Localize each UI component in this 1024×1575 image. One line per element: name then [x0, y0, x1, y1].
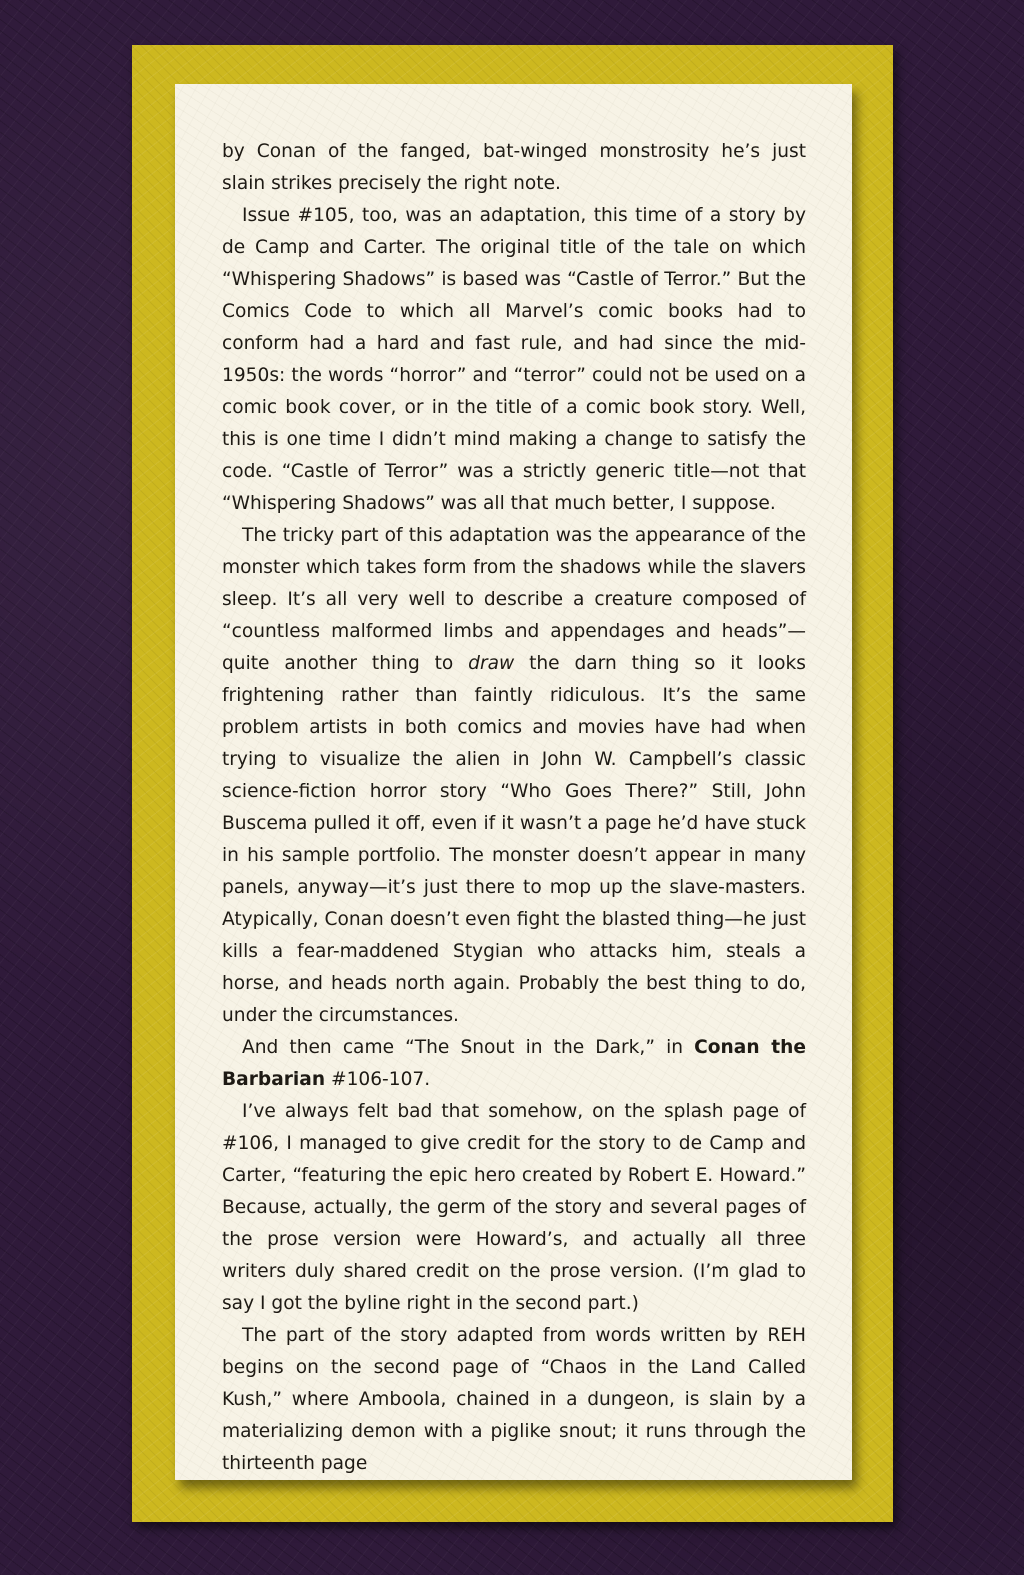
paragraph-4-part-a: And then came “The Snout in the Dark,” in: [242, 1037, 695, 1058]
comic-title: Conan the Barbarian: [222, 1037, 806, 1090]
article-text: [222, 136, 806, 1480]
paragraph-3: [222, 520, 806, 1032]
paragraph-4-part-b: #106-107.: [325, 1069, 431, 1090]
paragraph-6: The part of the story adapted from words written by REH begins on the second page of “Chaos in the Land Called Kush,” where Amboola, chained in a dungeon, is slain by a materializing demon with a piglike snout; it runs through the thirteenth page: [222, 1325, 806, 1474]
paragraph-4: [222, 1032, 806, 1096]
paper-page: [175, 84, 852, 1480]
paragraph-2: Issue #105, too, was an adaptation, this time of a story by de Camp and Carter. The original title of the tale on which “Whispering Shadows” is based was “Castle of Terror.” But the Comics Code to which all Marvel’s comic books had to conform had a hard and fast rule, and had since the mid-1950s: the words “horror” and “terror” could not be used on a comic book cover, or in the title of a comic book story. Well, this is one time I didn’t mind making a change to satisfy the code. “Castle of Terror” was a strictly generic title—not that “Whispering Shadows” was all that much better, I suppose.: [222, 205, 806, 514]
paragraph-3-part-a: The tricky part of this adaptation was the appearance of the monster which takes form from the shadows while the slavers sleep. It’s all very well to describe a creature composed of “countless malformed limbs and appendages and heads”—quite another thing to: [222, 525, 806, 674]
paragraph-5: I’ve always felt bad that somehow, on the splash page of #106, I managed to give credit for the story to de Camp and Carter, “featuring the epic hero created by Robert E. Howard.” Because, actually, the germ of the story and several pages of the prose version were Howard’s, and actually all three writers duly shared credit on the prose version. (I’m glad to say I got the byline right in the second part.): [222, 1101, 806, 1314]
paragraph-1: by Conan of the fanged, bat-winged monstrosity he’s just slain strikes precisely the right note.: [222, 141, 806, 194]
emphasis-draw: draw: [468, 653, 515, 674]
paragraph-3-part-b: the darn thing so it looks frightening rather than faintly ridiculous. It’s the same problem artists in both comics and movies have had when trying to visualize the alien in John W. Campbell’s classic science-fiction horror story “Who Goes There?” Still, John Buscema pulled it off, even if it wasn’t a page he’d have stuck in his sample portfolio. The monster doesn’t appear in many panels, anyway—it’s just there to mop up the slave-masters. Atypically, Conan doesn’t even fight the blasted thing—he just kills a fear-maddened Stygian who attacks him, steals a horse, and heads north again. Probably the best thing to do, under the circumstances.: [222, 653, 806, 1026]
